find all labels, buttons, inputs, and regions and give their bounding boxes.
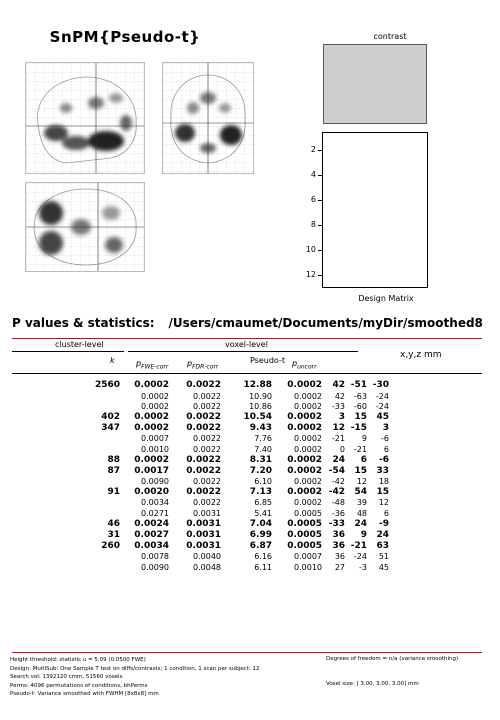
- header-rule-top: [12, 338, 482, 339]
- k-value: 87: [107, 465, 120, 476]
- p-fdr-value: 0.0031: [186, 540, 221, 551]
- p-uncorr-value: 0.0002: [287, 380, 322, 391]
- x-coord: 36: [334, 551, 345, 561]
- y-coord: -51: [350, 380, 367, 391]
- pseudo-t-value: 10.54: [243, 412, 272, 423]
- k-value: [12, 476, 120, 487]
- z-coord: -30: [372, 380, 389, 391]
- cluster-level-header: cluster-level: [55, 340, 104, 349]
- z-coord: 63: [376, 540, 389, 551]
- table-row: [12, 498, 389, 509]
- p-fwe-value: 0.0271: [141, 509, 169, 519]
- glass-brain-sagittal: [25, 62, 145, 174]
- table-row: [12, 466, 389, 477]
- y-coord: 39: [356, 498, 367, 508]
- p-uncorr-value: 0.0007: [294, 551, 322, 561]
- header-rule-bottom: [12, 373, 482, 374]
- p-uncorr-value: 0.0002: [287, 423, 322, 434]
- z-coord: -6: [381, 434, 389, 444]
- y-coord: -21: [350, 540, 367, 551]
- voxel-subrule: [128, 351, 358, 352]
- z-coord: 3: [382, 423, 389, 434]
- table-row: [12, 551, 389, 562]
- p-fwe-value: 0.0020: [134, 487, 169, 498]
- y-coord: -24: [353, 551, 367, 561]
- k-value: 347: [101, 423, 120, 434]
- p-fwe-value: 0.0034: [141, 498, 169, 508]
- y-coord: 9: [361, 434, 367, 444]
- x-coord: -33: [331, 402, 345, 412]
- figure-title: SnPM{Pseudo-t}: [49, 28, 201, 46]
- y-coord: 15: [354, 465, 367, 476]
- z-coord: 15: [376, 487, 389, 498]
- p-fdr-value: 0.0022: [186, 412, 221, 423]
- p-fwe-value: 0.0007: [141, 434, 169, 444]
- p-fwe-value: 0.0002: [141, 391, 169, 401]
- pseudo-t-value: 6.87: [249, 540, 272, 551]
- k-value: 88: [107, 455, 120, 466]
- x-coord: 36: [332, 540, 345, 551]
- glass-brain-axial-image: [26, 183, 144, 271]
- footer-perms: Perms: 4096 permutations of conditions, bhPerms: [10, 682, 148, 689]
- p-fwe-sub: FWE-corr: [141, 363, 169, 371]
- p-fwe-header: [136, 359, 168, 371]
- k-value: 91: [107, 487, 120, 498]
- z-coord: 6: [383, 444, 389, 454]
- y-coord: 15: [354, 412, 367, 423]
- k-value: [12, 401, 120, 412]
- p-fdr-value: 0.0022: [193, 402, 221, 412]
- p-uncorr-sub: uncorr: [297, 363, 317, 371]
- x-coord: -36: [331, 509, 345, 519]
- y-coord: 6: [360, 455, 367, 466]
- table-row: [12, 519, 389, 530]
- table-row: [12, 401, 389, 412]
- z-coord: 6: [383, 509, 389, 519]
- k-value: [12, 433, 120, 444]
- p-fdr-symbol: p: [187, 359, 193, 368]
- pseudo-t-value: 7.20: [249, 465, 272, 476]
- p-uncorr-value: 0.0005: [294, 509, 322, 519]
- footer-pseudo-t: Pseudo-t: Variance smoothed with FWHM [8x8x8] mm: [10, 691, 159, 697]
- k-value: [12, 498, 120, 509]
- p-fdr-value: 0.0022: [186, 455, 221, 466]
- x-coord: 12: [332, 423, 345, 434]
- z-coord: 33: [376, 465, 389, 476]
- pseudo-t-value: 10.86: [249, 402, 272, 412]
- y-coord: 24: [354, 519, 367, 530]
- p-fdr-value: 0.0022: [193, 498, 221, 508]
- table-row: [12, 530, 389, 541]
- z-coord: 45: [378, 562, 389, 572]
- footer-voxel-size: Voxel size: [ 3.00, 3.00, 3.00] mm: [326, 681, 419, 687]
- pseudo-t-value: 6.85: [254, 498, 272, 508]
- voxel-level-header: voxel-level: [225, 340, 268, 349]
- pseudo-t-value: 9.43: [249, 423, 272, 434]
- x-coord: -48: [331, 498, 345, 508]
- design-matrix: [322, 132, 428, 288]
- x-coord: 3: [338, 412, 345, 423]
- dm-tick-mark: [318, 225, 322, 226]
- x-coord: -33: [328, 519, 345, 530]
- dm-tick-8: 8: [310, 220, 316, 229]
- y-coord: -3: [359, 562, 367, 572]
- p-uncorr-value: 0.0010: [294, 562, 322, 572]
- p-uncorr-symbol: p: [292, 359, 298, 368]
- z-coord: -24: [375, 391, 389, 401]
- pseudo-t-value: 10.90: [249, 391, 272, 401]
- pseudo-t-header: Pseudo-t: [250, 356, 285, 365]
- pseudo-t-value: 6.11: [254, 562, 272, 572]
- table-row: [12, 391, 389, 402]
- k-value: 260: [101, 540, 120, 551]
- pseudo-t-value: 6.16: [254, 551, 272, 561]
- y-coord: -60: [353, 402, 367, 412]
- z-coord: -6: [379, 455, 389, 466]
- z-coord: 18: [378, 477, 389, 487]
- dm-tick-mark: [318, 275, 322, 276]
- footer-search-volume: Search vol: 1392120 cmm, 51560 voxels: [10, 674, 123, 680]
- p-fwe-value: 0.0034: [134, 540, 169, 551]
- p-fwe-value: 0.0090: [141, 477, 169, 487]
- k-header: k: [110, 356, 115, 365]
- p-uncorr-value: 0.0002: [294, 498, 322, 508]
- p-uncorr-header: [292, 359, 317, 371]
- results-heading-label: P values & statistics:: [12, 316, 155, 330]
- p-fdr-value: 0.0022: [193, 477, 221, 487]
- p-fwe-value: 0.0024: [134, 519, 169, 530]
- contrast-label: contrast: [373, 32, 407, 41]
- table-row: [12, 433, 389, 444]
- p-fdr-value: 0.0022: [186, 465, 221, 476]
- footer-threshold: Height threshold: statistic u = 5.09 (0.0500 FWE): [10, 657, 146, 663]
- p-uncorr-value: 0.0002: [294, 477, 322, 487]
- p-fdr-value: 0.0022: [186, 380, 221, 391]
- p-fdr-value: 0.0031: [186, 529, 221, 540]
- z-coord: 12: [378, 498, 389, 508]
- table-row: [12, 487, 389, 498]
- p-fdr-value: 0.0040: [193, 551, 221, 561]
- p-fwe-value: 0.0017: [134, 465, 169, 476]
- table-row: [12, 444, 389, 455]
- dm-tick-2: 2: [310, 145, 316, 154]
- p-fdr-sub: FDR-corr: [192, 363, 219, 371]
- contrast-vector: [323, 44, 427, 124]
- x-coord: 27: [334, 562, 345, 572]
- x-coord: -21: [331, 434, 345, 444]
- dm-tick-6: 6: [310, 195, 316, 204]
- glass-brain-coronal-image: [163, 63, 253, 173]
- p-fdr-value: 0.0031: [186, 519, 221, 530]
- table-row: [12, 508, 389, 519]
- k-value: [12, 391, 120, 402]
- x-coord: 0: [339, 444, 345, 454]
- y-coord: 48: [356, 509, 367, 519]
- p-fdr-value: 0.0022: [186, 423, 221, 434]
- p-uncorr-value: 0.0002: [287, 465, 322, 476]
- table-row: [12, 455, 389, 466]
- footer-notes: [10, 656, 259, 699]
- x-coord: 42: [334, 391, 345, 401]
- dm-tick-mark: [318, 175, 322, 176]
- pseudo-t-value: 6.99: [249, 529, 272, 540]
- x-coord: 36: [332, 529, 345, 540]
- k-value: [12, 551, 120, 562]
- pseudo-t-value: 12.88: [243, 380, 272, 391]
- z-coord: -9: [379, 519, 389, 530]
- k-value: 2560: [94, 380, 120, 391]
- dm-tick-mark: [318, 150, 322, 151]
- p-fdr-value: 0.0022: [193, 444, 221, 454]
- p-fwe-value: 0.0002: [134, 380, 169, 391]
- y-coord: -15: [350, 423, 367, 434]
- dm-tick-mark: [318, 250, 322, 251]
- p-uncorr-value: 0.0002: [294, 434, 322, 444]
- table-row: [12, 562, 389, 573]
- pseudo-t-value: 7.40: [254, 444, 272, 454]
- table-row: [12, 423, 389, 434]
- pseudo-t-value: 8.31: [249, 455, 272, 466]
- p-fdr-value: 0.0022: [193, 391, 221, 401]
- p-uncorr-value: 0.0005: [287, 519, 322, 530]
- x-coord: -42: [331, 477, 345, 487]
- pseudo-t-value: 5.41: [254, 509, 272, 519]
- p-fwe-value: 0.0002: [134, 423, 169, 434]
- p-fwe-value: 0.0090: [141, 562, 169, 572]
- glass-brain-axial: [25, 182, 145, 272]
- results-path: /Users/cmaumet/Documents/myDir/smoothed8: [168, 316, 483, 330]
- pseudo-t-value: 7.04: [249, 519, 272, 530]
- p-fwe-value: 0.0010: [141, 444, 169, 454]
- cluster-subrule: [12, 351, 124, 352]
- footer-design: Design: MultiSub: One Sample T test on diffs/contrasts; 1 condition, 1 scan per subject: 12: [10, 665, 260, 672]
- k-value: 46: [107, 519, 120, 530]
- p-uncorr-value: 0.0002: [294, 391, 322, 401]
- p-uncorr-value: 0.0002: [287, 412, 322, 423]
- k-value: 402: [101, 412, 120, 423]
- p-uncorr-value: 0.0005: [287, 529, 322, 540]
- x-coord: -54: [328, 465, 345, 476]
- glass-brain-coronal: [162, 62, 254, 174]
- footer-rule: [12, 652, 482, 653]
- p-uncorr-value: 0.0002: [294, 444, 322, 454]
- k-value: 31: [107, 529, 120, 540]
- x-coord: -42: [328, 487, 345, 498]
- z-coord: 45: [376, 412, 389, 423]
- p-uncorr-value: 0.0002: [287, 487, 322, 498]
- glass-brain-sagittal-image: [26, 63, 144, 173]
- k-value: [12, 508, 120, 519]
- pseudo-t-value: 6.10: [254, 477, 272, 487]
- dm-tick-12: 12: [305, 270, 316, 279]
- y-coord: 54: [354, 487, 367, 498]
- p-fdr-value: 0.0048: [193, 562, 221, 572]
- k-value: [12, 562, 120, 573]
- table-row: [12, 476, 389, 487]
- z-coord: 51: [378, 551, 389, 561]
- dm-tick-4: 4: [310, 170, 316, 179]
- y-coord: 9: [360, 529, 367, 540]
- p-fdr-value: 0.0022: [186, 487, 221, 498]
- pseudo-t-value: 7.76: [254, 434, 272, 444]
- dm-tick-10: 10: [305, 245, 316, 254]
- table-row: [12, 412, 389, 423]
- pseudo-t-value: 7.13: [249, 487, 272, 498]
- table-row: [12, 380, 389, 391]
- z-coord: 24: [376, 529, 389, 540]
- dm-tick-mark: [318, 200, 322, 201]
- p-fwe-value: 0.0002: [134, 412, 169, 423]
- x-coord: 24: [332, 455, 345, 466]
- results-table: [12, 380, 389, 572]
- footer-degrees-of-freedom: Degrees of freedom = n/a (variance smoothing): [326, 656, 459, 662]
- p-fwe-value: 0.0078: [141, 551, 169, 561]
- x-coord: 42: [332, 380, 345, 391]
- p-uncorr-value: 0.0002: [287, 455, 322, 466]
- results-heading: [12, 316, 497, 330]
- z-coord: -24: [375, 402, 389, 412]
- p-fwe-value: 0.0002: [141, 402, 169, 412]
- design-matrix-label: Design Matrix: [358, 294, 414, 303]
- p-fdr-header: [187, 359, 218, 371]
- y-coord: 12: [356, 477, 367, 487]
- p-fwe-symbol: p: [136, 359, 142, 368]
- p-fdr-value: 0.0031: [193, 509, 221, 519]
- p-fwe-value: 0.0027: [134, 529, 169, 540]
- table-row: [12, 540, 389, 551]
- p-fwe-value: 0.0002: [134, 455, 169, 466]
- p-uncorr-value: 0.0002: [294, 402, 322, 412]
- y-coord: -21: [353, 444, 367, 454]
- y-coord: -63: [353, 391, 367, 401]
- p-uncorr-value: 0.0005: [287, 540, 322, 551]
- k-value: [12, 444, 120, 455]
- p-fdr-value: 0.0022: [193, 434, 221, 444]
- xyz-header: x,y,z mm: [400, 350, 442, 360]
